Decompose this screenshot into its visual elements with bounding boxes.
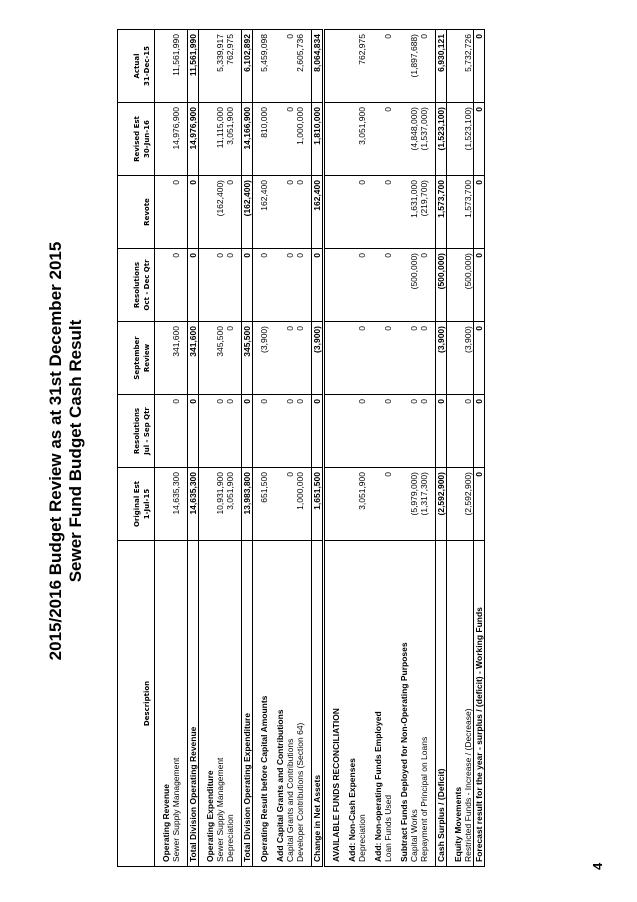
value-cell	[205, 468, 235, 541]
heading-spacer	[161, 253, 171, 318]
value-cell	[373, 249, 393, 322]
value-cell	[205, 249, 235, 322]
total-value: 0	[188, 395, 199, 468]
column-header-line1: Actual	[133, 53, 141, 79]
line-item-value: 0	[383, 107, 393, 112]
line-item-value: 11,561,990	[171, 34, 181, 76]
total-label: Total Division Operating Expenditure	[242, 541, 253, 867]
group-label-cell	[161, 541, 181, 867]
heading-spacer	[453, 253, 463, 318]
spacer-cell	[324, 30, 332, 103]
total-row	[312, 30, 324, 867]
heading-spacer	[373, 34, 383, 99]
line-item-value: 2,605,736	[295, 34, 305, 72]
heading-spacer	[399, 34, 409, 99]
heading-spacer	[373, 180, 383, 245]
line-item-value: 0	[295, 253, 305, 258]
page-title: 2015/2016 Budget Review as at 31st December 2015	[46, 241, 65, 661]
heading-spacer	[205, 107, 215, 172]
column-header-line1: Revote	[143, 198, 151, 226]
total-value: (3,900)	[436, 322, 447, 395]
value-cell	[399, 322, 429, 395]
total-value: 341,600	[188, 322, 199, 395]
line-item-value: 345,500	[215, 326, 225, 357]
total-value: 0	[242, 249, 253, 322]
group-label-cell	[453, 541, 474, 867]
heading-spacer	[347, 107, 357, 172]
total-value: 0	[188, 249, 199, 322]
line-item-label: Capital Grants and Contributions	[285, 738, 295, 862]
line-item-value: (1,537,000)	[419, 107, 429, 151]
heading-spacer	[399, 253, 409, 318]
line-item-label: Depreciation	[225, 814, 235, 862]
group-label-cell	[399, 541, 429, 867]
line-item-value: 0	[215, 399, 225, 404]
line-item-value: 10,931,900	[215, 472, 225, 515]
total-value: 6,930,121	[436, 30, 447, 103]
total-label: Total Division Operating Revenue	[188, 541, 199, 867]
line-item-label: Repayment of Principal on Loans	[419, 736, 429, 862]
heading-spacer	[275, 34, 285, 99]
value-cell	[205, 176, 235, 249]
total-value: (3,900)	[312, 322, 324, 395]
value-cell	[347, 249, 367, 322]
heading-spacer	[275, 180, 285, 245]
line-item-value: (5,979,000)	[409, 472, 419, 516]
line-item-value: 0	[225, 180, 235, 185]
line-item-value: 1,573,700	[463, 180, 473, 218]
heading-spacer	[347, 253, 357, 318]
line-item-value: (1,317,300)	[419, 472, 429, 516]
column-header	[118, 468, 155, 541]
line-item-value: 0	[419, 399, 429, 404]
spacer-row	[324, 30, 332, 867]
column-header-line2: Oct - Dec Qtr	[143, 259, 151, 311]
line-item-value: 0	[171, 253, 181, 258]
value-cell	[453, 468, 474, 541]
line-item-value: 0	[357, 253, 367, 258]
value-cell	[275, 176, 305, 249]
line-item-value: 1,631,000	[409, 180, 419, 218]
line-item-value: 762,975	[357, 34, 367, 65]
line-item-label: Sewer Supply Management	[171, 757, 181, 862]
heading-spacer	[275, 107, 285, 172]
line-item-value: 3,051,900	[225, 472, 235, 510]
column-header-line2: 31-Dec-15	[143, 46, 151, 87]
heading-spacer	[161, 326, 171, 391]
value-cell	[161, 468, 181, 541]
total-value: 0	[312, 249, 324, 322]
page-subtitle: Sewer Fund Budget Cash Result	[66, 319, 85, 583]
line-item-value: 0	[409, 399, 419, 404]
group-label-cell	[275, 541, 305, 867]
heading-spacer	[373, 253, 383, 318]
line-item-value: 0	[285, 180, 295, 185]
heading-spacer	[275, 399, 285, 464]
heading-spacer	[453, 399, 463, 464]
column-header	[118, 30, 155, 103]
line-item-label: Capital Works	[409, 809, 419, 862]
value-cell	[347, 30, 367, 103]
total-label: Change in Net Assets	[312, 541, 324, 867]
heading-spacer	[373, 399, 383, 464]
table-header	[118, 30, 155, 867]
column-header-line1: Resolutions	[133, 407, 141, 455]
total-label: Operating Result before Capital Amounts	[259, 695, 269, 862]
line-item-value: 0	[419, 34, 429, 39]
group-heading: Operating Expenditure	[205, 770, 215, 862]
group-label-cell	[373, 541, 393, 867]
value-cell	[161, 103, 181, 176]
line-item-value: 0	[383, 34, 393, 39]
value-cell	[161, 249, 181, 322]
total-value: 6,102,892	[242, 30, 253, 103]
line-item-value: 0	[171, 180, 181, 185]
line-item-value: 14,635,300	[171, 472, 181, 515]
value-cell	[347, 103, 367, 176]
total-label: Forecast result for the year - surplus / (deficit) - Working Funds	[474, 541, 485, 867]
group-row	[453, 30, 474, 867]
heading-spacer	[161, 472, 171, 537]
total-value: 0	[436, 395, 447, 468]
value-cell	[373, 322, 393, 395]
total-value: 1,810,000	[312, 103, 324, 176]
line-item-value: (500,000)	[463, 253, 473, 290]
line-item-value: 1,000,000	[295, 107, 305, 145]
line-item-label: Sewer Supply Management	[215, 757, 225, 862]
value-cell	[453, 30, 474, 103]
line-item-value: 14,976,900	[171, 107, 181, 150]
value-cell	[453, 176, 474, 249]
total-value: 0	[242, 395, 253, 468]
empty-cell	[331, 395, 341, 468]
page-number: 4	[590, 862, 605, 870]
total-value: 0	[474, 30, 485, 103]
value-cell	[205, 322, 235, 395]
heading-spacer	[205, 34, 215, 99]
value-cell	[205, 103, 235, 176]
total-value: 8,064,834	[312, 30, 324, 103]
total-value: 0	[474, 395, 485, 468]
group-row	[275, 30, 305, 867]
group-heading: Add: Non-operating Funds Employed	[373, 711, 383, 862]
group-label-cell	[205, 541, 235, 867]
group-label-cell	[347, 541, 367, 867]
heading-spacer	[161, 180, 171, 245]
value-cell	[453, 395, 474, 468]
line-item-value: 0	[383, 472, 393, 477]
section-heading: AVAILABLE FUNDS RECONCILIATION	[331, 708, 341, 862]
value-cell	[275, 103, 305, 176]
value-cell	[347, 395, 367, 468]
total-label: Cash Surplus / (Deficit)	[436, 541, 447, 867]
total-value: 0	[259, 395, 269, 468]
line-item-value: 0	[463, 399, 473, 404]
total-value: 345,500	[242, 322, 253, 395]
total-value: 1,651,500	[312, 468, 324, 541]
line-item-label: Loan Funds Used	[383, 794, 393, 862]
total-value: 0	[188, 176, 199, 249]
total-value: 0	[312, 395, 324, 468]
value-cell	[347, 468, 367, 541]
column-header-line1: Original Est	[133, 480, 141, 528]
total-value: 1,573,700	[436, 176, 447, 249]
group-heading: Subtract Funds Deployed for Non-Operating Purposes	[399, 642, 409, 862]
heading-spacer	[399, 107, 409, 172]
line-item-value: 0	[419, 253, 429, 258]
heading-spacer	[347, 34, 357, 99]
line-item-value: 762,975	[225, 34, 235, 65]
line-item-value: 0	[357, 326, 367, 331]
spacer-cell	[324, 176, 332, 249]
line-item-value: 0	[383, 399, 393, 404]
heading-spacer	[161, 399, 171, 464]
column-header-line2: Jul - Sep Qtr	[143, 407, 151, 455]
value-cell	[275, 249, 305, 322]
value-cell	[275, 468, 305, 541]
total-row	[436, 30, 447, 867]
line-item-value: (4,848,000)	[409, 107, 419, 151]
line-item-value: 0	[383, 326, 393, 331]
column-header	[118, 541, 155, 867]
value-cell	[373, 468, 393, 541]
total-value: 810,000	[259, 103, 269, 176]
spacer-cell	[324, 103, 332, 176]
heading-spacer	[205, 399, 215, 464]
value-cell	[399, 30, 429, 103]
line-item-value: 3,051,900	[357, 472, 367, 510]
column-header-line1: Revised Est	[133, 116, 141, 162]
line-item-value: 3,051,900	[225, 107, 235, 145]
heading-spacer	[347, 180, 357, 245]
value-cell	[453, 103, 474, 176]
total-row	[242, 30, 253, 867]
value-cell	[453, 322, 474, 395]
heading-spacer	[275, 253, 285, 318]
heading-spacer	[205, 180, 215, 245]
group-heading: Add: Non-Cash Expenses	[347, 758, 357, 862]
spacer-cell	[324, 468, 332, 541]
line-item-label: Developer Contributions (Section 64)	[295, 722, 305, 862]
value-cell	[373, 30, 393, 103]
heading-spacer	[205, 253, 215, 318]
total-row	[474, 30, 485, 867]
heading-spacer	[453, 472, 463, 537]
value-cell	[275, 395, 305, 468]
total-value: 14,976,900	[188, 103, 199, 176]
value-cell	[399, 468, 429, 541]
heading-spacer	[205, 472, 215, 537]
column-header-line1: September	[133, 336, 141, 380]
value-cell	[275, 30, 305, 103]
line-item-value: (2,592,900)	[463, 472, 473, 516]
line-item-value: 0	[409, 326, 419, 331]
line-item-value: (3,900)	[463, 326, 473, 353]
heading-spacer	[399, 399, 409, 464]
line-item-label: Depreciation	[357, 814, 367, 862]
column-header	[118, 395, 155, 468]
group-heading: Add Capital Grants and Contributions	[275, 709, 285, 862]
heading-spacer	[399, 180, 409, 245]
line-item-value: 1,000,000	[295, 472, 305, 510]
total-value: 162,400	[312, 176, 324, 249]
line-item-value: 0	[295, 326, 305, 331]
total-value: 11,561,990	[188, 30, 199, 103]
line-item-value: 0	[225, 399, 235, 404]
line-item-value: 341,600	[171, 326, 181, 357]
heading-spacer	[275, 326, 285, 391]
heading-spacer	[453, 107, 463, 172]
line-item-value: (1,897,688)	[409, 34, 419, 78]
total-value: 0	[474, 176, 485, 249]
value-cell	[205, 395, 235, 468]
spacer-cell	[324, 395, 332, 468]
line-item-value: (162,400)	[215, 180, 225, 217]
empty-cell	[331, 322, 341, 395]
line-item-value: 0	[357, 399, 367, 404]
value-cell	[161, 322, 181, 395]
column-header-line2: 1-Jul-15	[143, 488, 151, 520]
value-cell	[161, 395, 181, 468]
heading-spacer	[161, 107, 171, 172]
line-item-value: 11,115,000	[215, 107, 225, 149]
column-header-line1: Description	[143, 680, 151, 727]
total-value: 0	[259, 249, 269, 322]
value-cell	[275, 322, 305, 395]
heading-spacer	[453, 34, 463, 99]
value-cell	[453, 249, 474, 322]
total-value: (3,900)	[259, 322, 269, 395]
line-item-value: 0	[383, 180, 393, 185]
line-item-value: 0	[285, 472, 295, 477]
value-cell	[161, 176, 181, 249]
heading-spacer	[161, 34, 171, 99]
column-header	[118, 176, 155, 249]
group-row	[347, 30, 367, 867]
total-value: (1,523,100)	[436, 103, 447, 176]
group-row	[205, 30, 235, 867]
empty-cell	[331, 249, 341, 322]
value-cell	[373, 395, 393, 468]
total-value: (2,592,900)	[436, 468, 447, 541]
heading-spacer	[275, 472, 285, 537]
total-value: 5,459,098	[259, 30, 269, 103]
line-item-value: (1,523,100)	[463, 107, 473, 151]
empty-cell	[331, 103, 341, 176]
total-row	[188, 30, 199, 867]
value-cell	[161, 30, 181, 103]
group-heading: Equity Movements	[453, 786, 463, 862]
line-item-value: 0	[357, 180, 367, 185]
column-header	[118, 249, 155, 322]
line-item-value: 0	[225, 326, 235, 331]
total-value: 0	[474, 468, 485, 541]
heading-spacer	[373, 326, 383, 391]
column-header-line1: Resolutions	[133, 261, 141, 309]
line-item-value: 3,051,900	[357, 107, 367, 145]
heading-spacer	[399, 472, 409, 537]
group-heading: Operating Revenue	[161, 784, 171, 862]
value-cell	[347, 176, 367, 249]
column-header-line2: 30-Jun-16	[143, 120, 151, 158]
value-cell	[399, 176, 429, 249]
group-row	[161, 30, 181, 867]
total-value: 162,400	[259, 176, 269, 249]
value-cell	[399, 249, 429, 322]
total-row	[259, 30, 269, 867]
heading-spacer	[347, 326, 357, 391]
spacer-cell	[324, 249, 332, 322]
line-item-value: 0	[285, 34, 295, 39]
group-row	[399, 30, 429, 867]
empty-cell	[331, 176, 341, 249]
value-cell	[373, 103, 393, 176]
heading-spacer	[347, 399, 357, 464]
line-item-value: 0	[215, 253, 225, 258]
value-cell	[399, 395, 429, 468]
total-value: (162,400)	[242, 176, 253, 249]
heading-spacer	[347, 472, 357, 537]
heading-spacer	[205, 326, 215, 391]
total-value: 0	[474, 249, 485, 322]
heading-spacer	[373, 472, 383, 537]
spacer-cell	[324, 541, 332, 867]
line-item-value: (500,000)	[409, 253, 419, 290]
total-value: 0	[474, 322, 485, 395]
total-value: 14,166,900	[242, 103, 253, 176]
line-item-value: (219,700)	[419, 180, 429, 217]
empty-cell	[331, 30, 341, 103]
line-item-value: 0	[295, 180, 305, 185]
column-header	[118, 322, 155, 395]
heading-spacer	[453, 180, 463, 245]
line-item-value: 0	[295, 399, 305, 404]
value-cell	[399, 103, 429, 176]
line-item-value: 0	[285, 326, 295, 331]
heading-spacer	[399, 326, 409, 391]
line-item-value: 0	[383, 253, 393, 258]
total-value: 0	[474, 103, 485, 176]
value-cell	[347, 322, 367, 395]
line-item-value: 0	[171, 399, 181, 404]
total-value: (500,000)	[436, 249, 447, 322]
total-value: 14,635,300	[188, 468, 199, 541]
group-row	[373, 30, 393, 867]
heading-spacer	[373, 107, 383, 172]
budget-table	[117, 29, 485, 867]
line-item-value: 5,339,917	[215, 34, 225, 72]
line-item-value: 5,732,726	[463, 34, 473, 72]
section-heading-row	[331, 30, 341, 867]
total-value: 651,500	[259, 468, 269, 541]
spacer-cell	[324, 322, 332, 395]
line-item-value: 0	[419, 326, 429, 331]
line-item-label: Restricted Funds - Increase / (Decrease)	[463, 708, 473, 862]
empty-cell	[331, 468, 341, 541]
column-header	[118, 103, 155, 176]
line-item-value: 0	[285, 399, 295, 404]
column-header-line2: Review	[143, 343, 151, 373]
heading-spacer	[453, 326, 463, 391]
value-cell	[373, 176, 393, 249]
total-value: 13,983,800	[242, 468, 253, 541]
line-item-value: 0	[285, 253, 295, 258]
line-item-value: 0	[225, 253, 235, 258]
value-cell	[205, 30, 235, 103]
line-item-value: 0	[285, 107, 295, 112]
